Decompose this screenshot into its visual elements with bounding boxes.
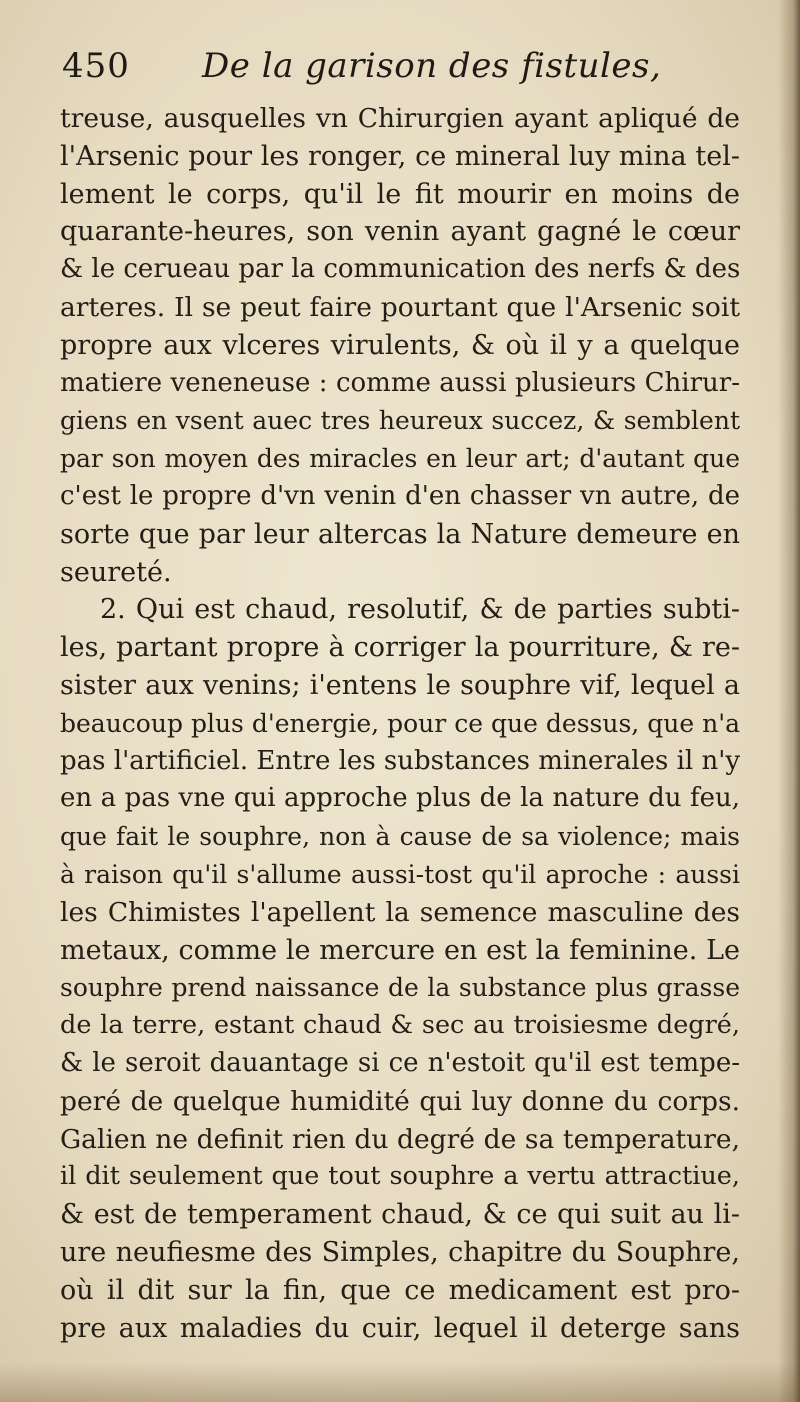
text-line: beaucoup plus d'energie, pour ce que dessus, que n'a bbox=[60, 708, 740, 738]
running-title: De la garison des fistules, bbox=[202, 46, 662, 86]
text-line: pre aux maladies du cuir, lequel il deterge sans bbox=[60, 1312, 740, 1344]
text-line: & le seroit dauantage si ce n'estoit qu'il est tempe- bbox=[60, 1047, 740, 1078]
text-line: en a pas vne qui approche plus de la nature du feu, bbox=[60, 783, 740, 814]
text-line: les Chimistes l'apellent la semence masculine des bbox=[60, 896, 740, 928]
text-line: quarante-heures, son venin ayant gagné le cœur bbox=[60, 216, 740, 248]
text-line: que fait le souphre, non à cause de sa violence; mais bbox=[60, 822, 740, 852]
text-line: arteres. Il se peut faire pourtant que l'Arsenic soit bbox=[60, 291, 740, 323]
text-line: giens en vsent auec tres heureux succez, & semblent bbox=[60, 406, 740, 436]
page-header bbox=[62, 46, 742, 98]
body-text bbox=[60, 100, 740, 1347]
text-line: metaux, comme le mercure en est la feminine. Le bbox=[60, 934, 740, 966]
text-line: par son moyen des miracles en leur art; d'autant que bbox=[60, 444, 740, 474]
page-edge-shadow bbox=[778, 0, 800, 1402]
text-line: sister aux venins; i'entens le souphre vif, lequel a bbox=[60, 669, 740, 701]
text-line: les, partant propre à corriger la pourriture, & re- bbox=[60, 632, 740, 664]
page-number: 450 bbox=[62, 46, 130, 86]
text-line: où il dit sur la fin, que ce medicament est pro- bbox=[60, 1274, 740, 1306]
text-line: ure neufiesme des Simples, chapitre du Souphre, bbox=[60, 1236, 740, 1268]
text-line: sorte que par leur altercas la Nature demeure en bbox=[60, 518, 740, 550]
text-line: seureté. bbox=[60, 556, 172, 588]
page-bottom-shadow bbox=[0, 1362, 800, 1402]
text-line: à raison qu'il s'allume aussi-tost qu'il aproche : aussi bbox=[60, 859, 740, 889]
text-line: pas l'artificiel. Entre les substances minerales il n'y bbox=[60, 745, 741, 776]
text-line: Galien ne definit rien du degré de sa temperature, bbox=[60, 1123, 740, 1155]
text-line: de la terre, estant chaud & sec au troisiesme degré, bbox=[60, 1010, 740, 1041]
text-line: lement le corps, qu'il le fit mourir en moins de bbox=[60, 178, 740, 210]
text-line: c'est le propre d'vn venin d'en chasser vn autre, de bbox=[60, 480, 740, 511]
text-line: souphre prend naissance de la substance plus grasse bbox=[60, 973, 740, 1003]
text-line: il dit seulement que tout souphre a vertu attractiue, bbox=[60, 1161, 740, 1192]
text-line: l'Arsenic pour les ronger, ce mineral luy mina tel- bbox=[60, 140, 740, 172]
paragraph-start-line: 2. Qui est chaud, resolutif, & de parties subti- bbox=[100, 594, 740, 626]
text-line: matiere veneneuse : comme aussi plusieurs Chirur- bbox=[60, 367, 740, 398]
text-line: & le cerueau par la communication des nerfs & des bbox=[60, 254, 741, 285]
text-line: & est de temperament chaud, & ce qui suit au li- bbox=[60, 1199, 740, 1231]
text-line: treuse, ausquelles vn Chirurgien ayant apliqué de bbox=[60, 103, 740, 134]
text-line: propre aux vlceres virulents, & où il y a quelque bbox=[60, 329, 740, 361]
text-line: peré de quelque humidité qui luy donne du corps. bbox=[60, 1085, 740, 1117]
